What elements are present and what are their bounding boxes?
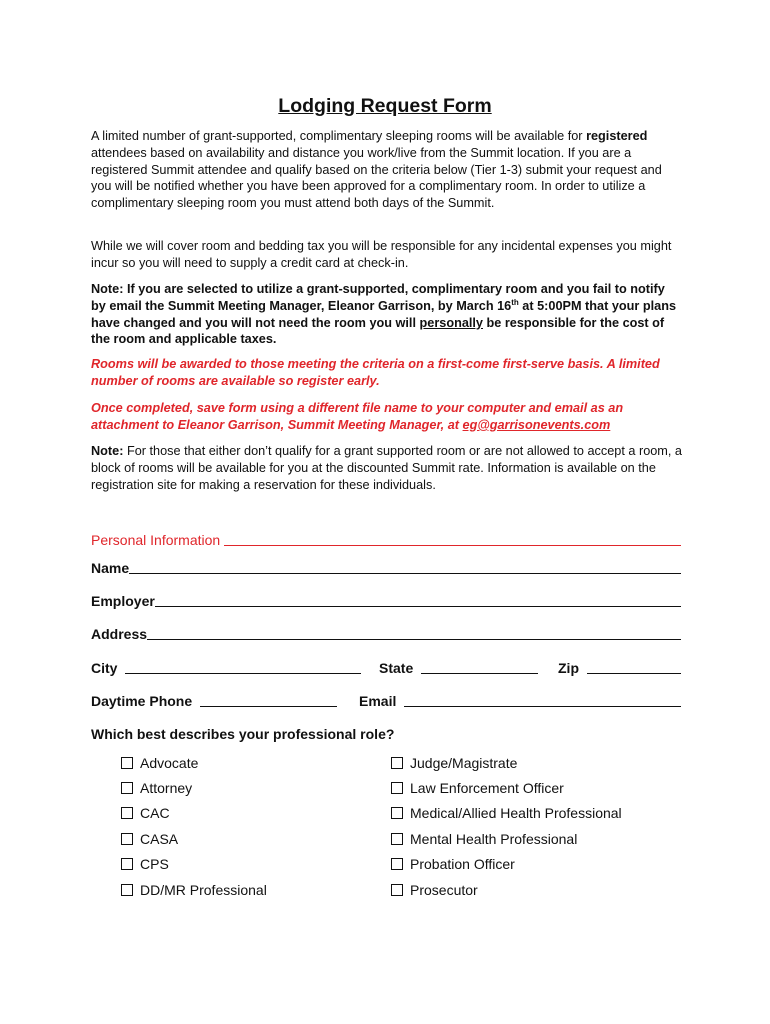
intro-text-continued: attendees based on availability and distance you work/live from the Summit location. If you are a registered Summit attendee and qualify based on the criteria below (Tier 1-3) submit your request and you will be notified whether you have been approved for a complimentary room. In order to utilize a complimentary sleeping room you must attend both days of the Summit. [91,145,662,211]
role-option-law-enforcement-officer[interactable] [391,779,564,797]
email-label: Email [359,693,397,709]
checkbox-icon[interactable] [121,858,133,870]
cancellation-text: Note: If you are selected to utilize a grant-supported, complimentary room and you fail to notify by email the Summit Meeting Manager, Eleanor Garrison, by March 16 [91,282,665,313]
role-option-probation-officer[interactable] [391,855,515,873]
checkbox-icon[interactable] [121,757,133,769]
personal-information-heading [91,531,681,549]
zip-label: Zip [558,660,579,676]
email-link[interactable]: eg@garrisonevents.com [462,417,611,432]
phone-field[interactable] [200,706,337,707]
email-row [359,692,681,710]
checkbox-icon[interactable] [391,833,403,845]
address-row [91,625,681,643]
first-come-notice: Rooms will be awarded to those meeting the criteria on a first-come first-serve basis. A limited number of rooms are available so register early. [91,357,660,388]
checkbox-icon[interactable] [391,884,403,896]
state-label: State [379,660,414,676]
checkbox-icon[interactable] [391,757,403,769]
role-label: Probation Officer [410,856,515,872]
role-option-medical-allied-health[interactable] [391,804,622,822]
email-field[interactable] [404,706,681,707]
name-field[interactable] [129,573,681,574]
registered-emphasis: registered [586,129,648,143]
zip-row [558,659,681,677]
section-title: Personal Information [91,532,221,548]
role-option-cps[interactable] [121,855,169,873]
employer-label: Employer [91,593,155,609]
personally-emphasis: personally [419,315,483,330]
phone-row [91,692,337,710]
checkbox-icon[interactable] [121,807,133,819]
alternate-lodging-note [91,443,683,493]
employer-row [91,592,681,610]
name-row [91,559,681,577]
date-ordinal-suffix: th [511,297,519,307]
tax-paragraph: While we will cover room and bedding tax you will be responsible for any incidental expenses you might incur so you will need to supply a credit card at check-in. [91,239,672,270]
alternate-lodging-text: For those that either don’t qualify for a grant supported room or are not allowed to accept a room, a block of rooms will be available for you at the discounted Summit rate. Information is available on the registration site for making a reservation for these individuals. [91,444,682,492]
role-option-mental-health[interactable] [391,830,577,848]
role-label: Prosecutor [410,882,478,898]
role-label: Attorney [140,780,193,796]
city-row [91,659,361,677]
submission-text: Once completed, save form using a different file name to your computer and email as an attachment to Eleanor Garrison, Summit Meeting Manager, at [91,401,624,432]
cancellation-note [91,281,683,348]
role-label: CASA [140,831,179,847]
role-label: Advocate [140,755,199,771]
checkbox-icon[interactable] [391,782,403,794]
checkbox-icon[interactable] [391,858,403,870]
city-label: City [91,660,118,676]
note-label: Note: [91,444,124,458]
role-label: DD/MR Professional [140,882,267,898]
state-row [379,659,538,677]
role-label: CPS [140,856,169,872]
role-option-casa[interactable] [121,830,178,848]
role-option-judge-magistrate[interactable] [391,754,517,772]
submission-instructions [91,400,683,434]
cancellation-text-continued: at 5:00PM that your plans have changed and you will not need the room you will [91,298,676,330]
checkbox-icon[interactable] [391,807,403,819]
checkbox-icon[interactable] [121,833,133,845]
role-option-cac[interactable] [121,804,170,822]
page-title: Lodging Request Form [278,95,492,117]
checkbox-icon[interactable] [121,782,133,794]
role-label: Medical/Allied Health Professional [410,805,622,821]
phone-label: Daytime Phone [91,693,193,709]
section-rule [224,545,681,546]
role-option-attorney[interactable] [121,779,192,797]
role-label: CAC [140,805,170,821]
checkbox-icon[interactable] [121,884,133,896]
role-option-dd-mr-professional[interactable] [121,881,267,899]
role-option-advocate[interactable] [121,754,198,772]
role-label: Judge/Magistrate [410,755,518,771]
role-label: Law Enforcement Officer [410,780,564,796]
role-label: Mental Health Professional [410,831,578,847]
role-question: Which best describes your professional role? [91,726,395,742]
state-field[interactable] [421,673,538,674]
employer-field[interactable] [155,606,681,607]
name-label: Name [91,560,130,576]
intro-paragraph [91,128,683,212]
intro-text: A limited number of grant-supported, complimentary sleeping rooms will be available for [91,129,587,143]
city-field[interactable] [125,673,361,674]
role-option-prosecutor[interactable] [391,881,478,899]
cancellation-text-end: be responsible for the cost of the room and applicable taxes. [91,315,665,347]
zip-field[interactable] [587,673,681,674]
address-field[interactable] [147,639,681,640]
address-label: Address [91,626,148,642]
